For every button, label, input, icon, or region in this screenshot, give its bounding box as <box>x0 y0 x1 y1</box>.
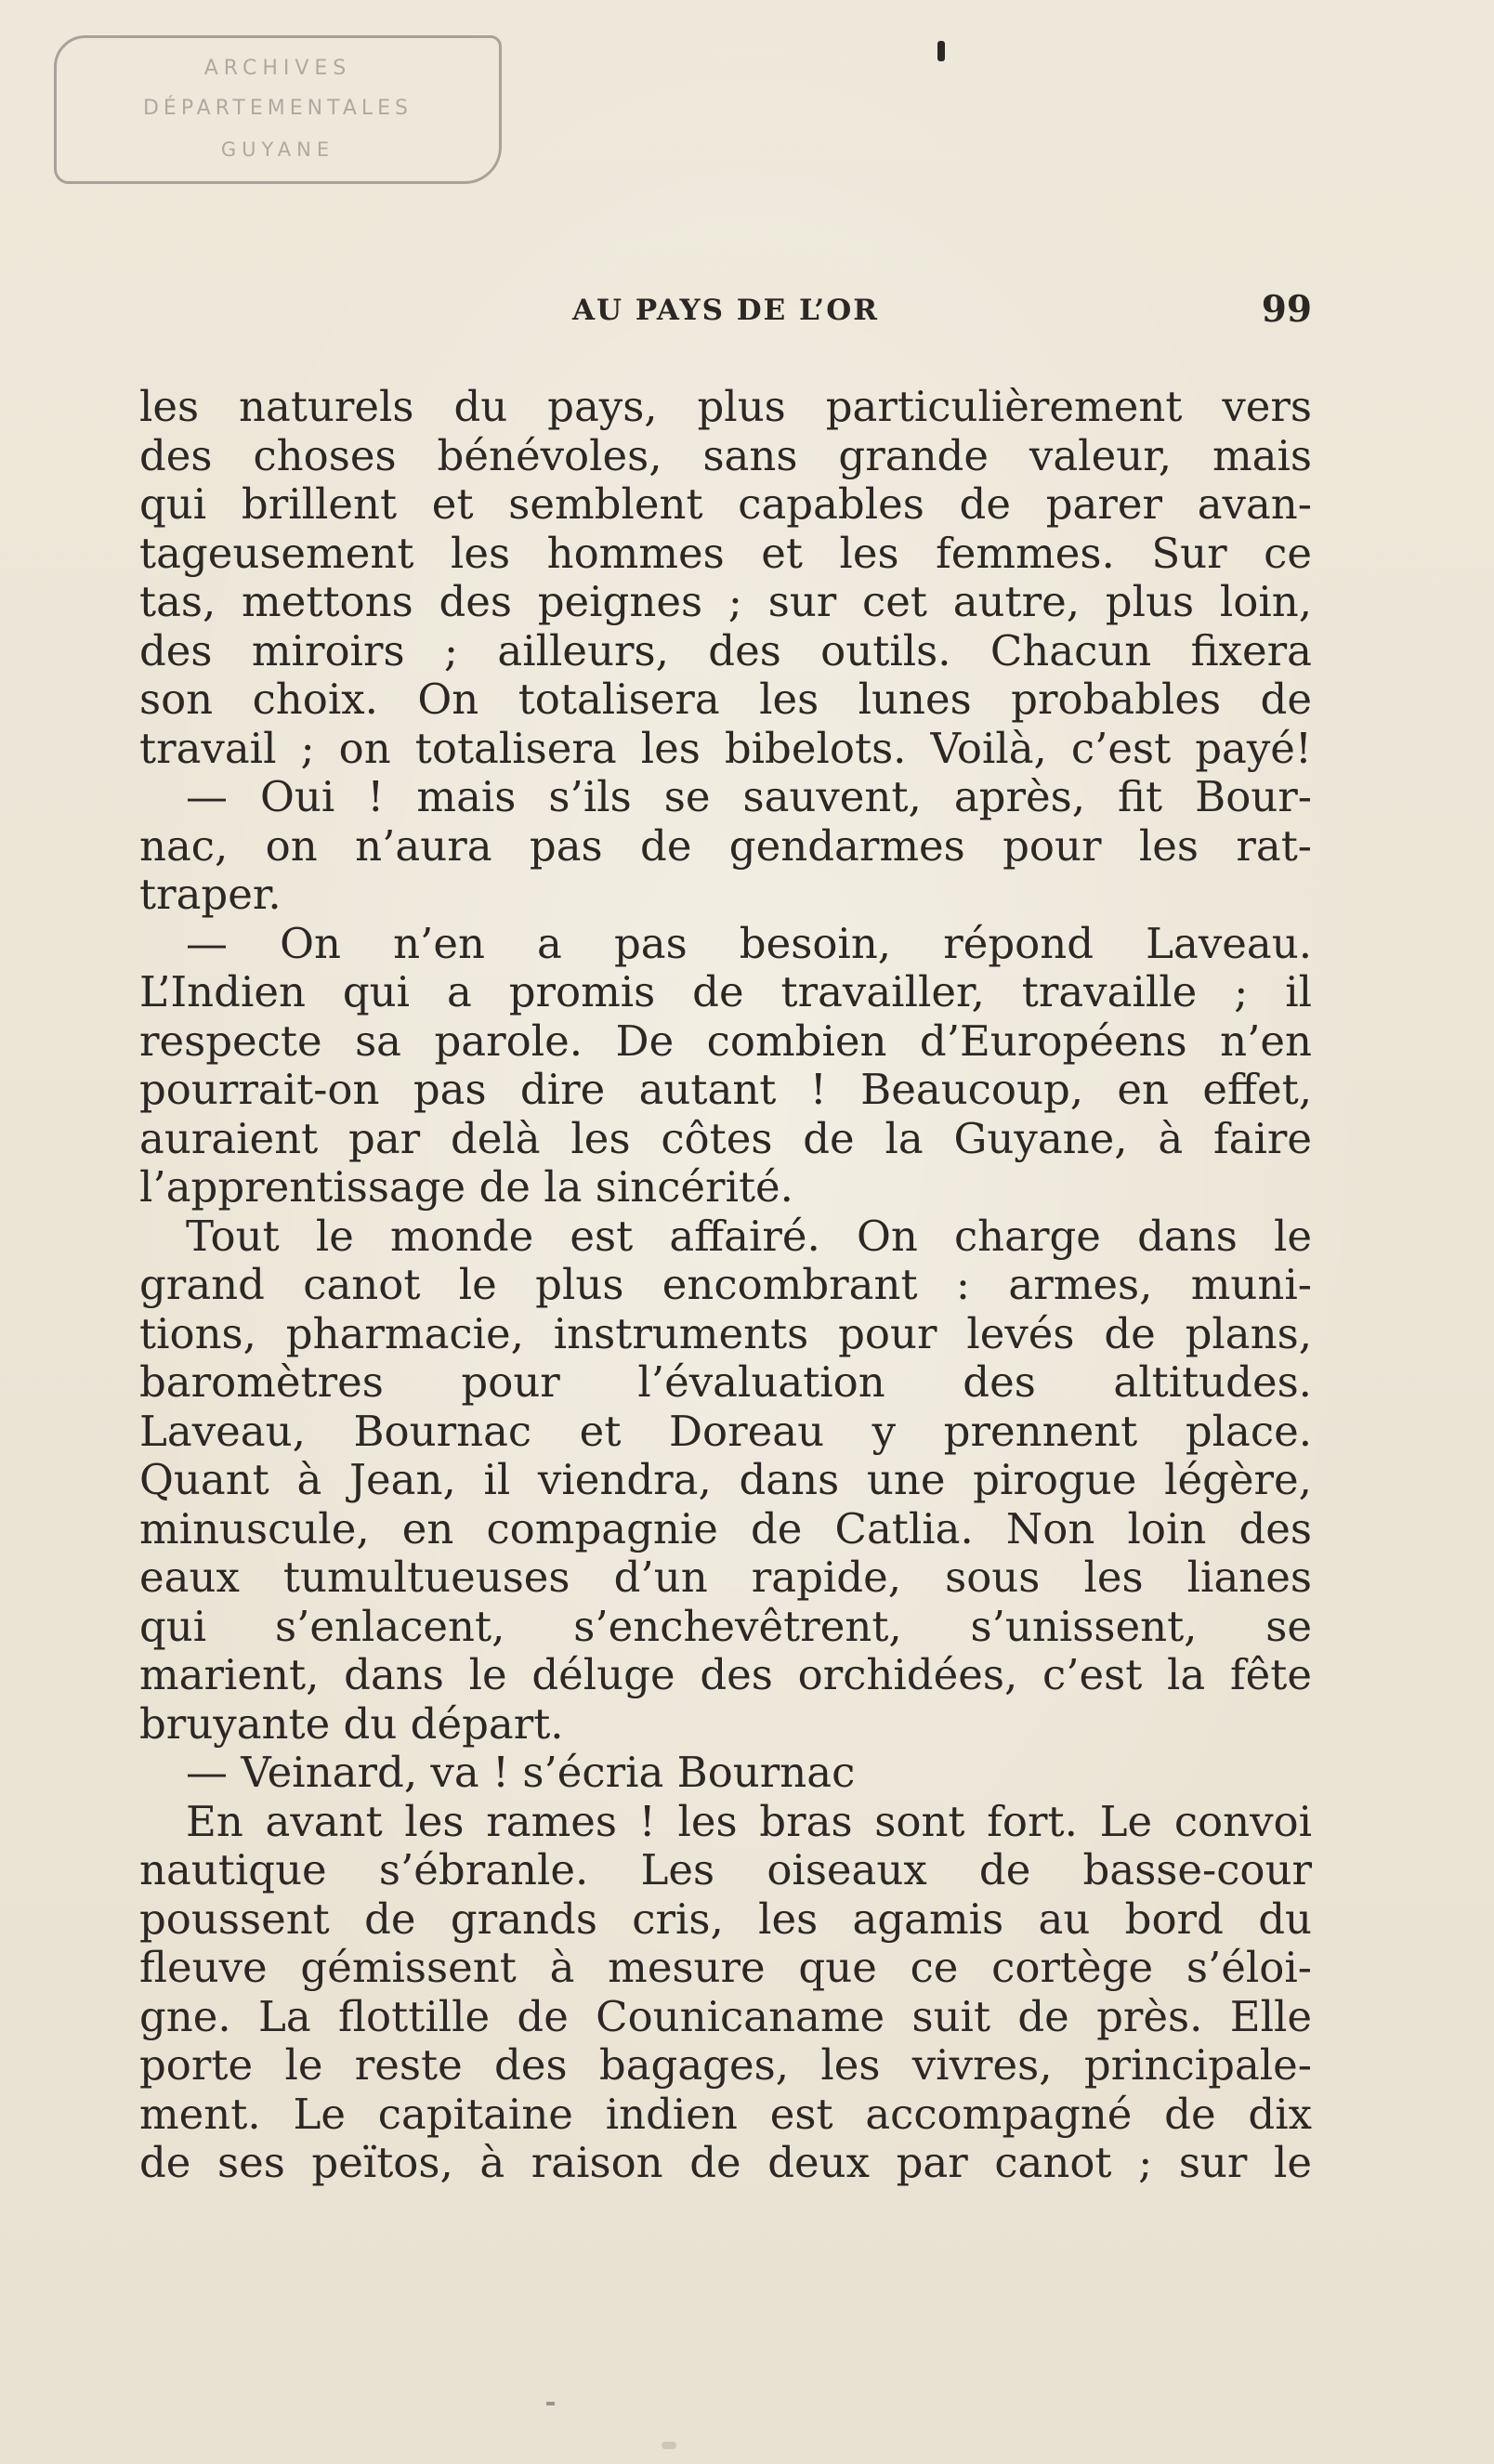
text-line: bruyante du départ. <box>139 1698 564 1749</box>
text-line: grand canot le plus encombrant : armes, muni- <box>139 1260 1312 1309</box>
text-line: L’Indien qui a promis de travailler, travaille ; il <box>139 967 1312 1016</box>
text-line: Tout le monde est affairé. On charge dans le <box>186 1211 1312 1261</box>
stamp-line-2: DÉPARTEMENTALES <box>142 97 413 120</box>
text-line: — Veinard, va ! s’écria Bournac <box>186 1748 856 1797</box>
text-line: qui brillent et semblent capables de parer avan- <box>139 479 1312 529</box>
text-line: gne. La flottille de Counicaname suit de près. Elle <box>139 1991 1312 2041</box>
text-line: respecte sa parole. De combien d’Européens n’en <box>139 1016 1312 1066</box>
text-line: porte le reste des bagages, les vivres, principale- <box>139 2040 1312 2090</box>
text-line: — On n’en a pas besoin, répond Laveau. <box>186 918 1312 968</box>
page-number: 99 <box>1261 288 1312 331</box>
page-speck <box>662 2442 676 2449</box>
body-text <box>139 383 1312 2188</box>
text-line: — Oui ! mais s’ils se sauvent, après, fit Bour- <box>186 772 1312 821</box>
archive-stamp <box>54 35 502 184</box>
stamp-line-3: GUYANE <box>220 138 335 161</box>
text-line: traper. <box>139 870 282 919</box>
text-line: qui s’enlacent, s’enchevêtrent, s’unissent, se <box>139 1601 1312 1651</box>
text-line: tions, pharmacie, instruments pour levés de plans, <box>139 1308 1312 1358</box>
text-line: En avant les rames ! les bras sont fort. Le convoi <box>186 1796 1312 1846</box>
text-line: auraient par delà les côtes de la Guyane, à faire <box>139 1113 1312 1163</box>
running-header <box>139 288 1312 336</box>
text-line: ment. Le capitaine indien est accompagné de dix <box>139 2089 1312 2139</box>
text-line: de ses peïtos, à raison de deux par canot ; sur le <box>139 2138 1312 2187</box>
text-line: fleuve gémissent à mesure que ce cortège s’éloi- <box>139 1943 1312 1992</box>
text-line: l’apprentissage de la sincérité. <box>139 1162 793 1212</box>
text-line: nautique s’ébranle. Les oiseaux de basse-cour <box>139 1845 1312 1894</box>
text-line: les naturels du pays, plus particulièrement vers <box>139 382 1312 431</box>
text-line: pourrait-on pas dire autant ! Beaucoup, en effet, <box>139 1065 1312 1114</box>
text-line: poussent de grands cris, les agamis au bord du <box>139 1894 1312 1944</box>
text-line: des choses bénévoles, sans grande valeur, mais <box>139 430 1312 480</box>
text-line: Laveau, Bournac et Doreau y prennent place. <box>139 1406 1312 1456</box>
page-speck <box>546 2402 555 2405</box>
text-line: eaux tumultueuses d’un rapide, sous les lianes <box>139 1553 1312 1602</box>
text-line: tas, mettons des peignes ; sur cet autre, plus loin, <box>139 577 1312 626</box>
text-line: des miroirs ; ailleurs, des outils. Chacun fixera <box>139 625 1312 675</box>
text-line: baromètres pour l’évaluation des altitudes. <box>139 1357 1312 1407</box>
text-line: nac, on n’aura pas de gendarmes pour les rat- <box>139 820 1312 871</box>
text-line: tageusement les hommes et les femmes. Sur ce <box>139 528 1312 578</box>
text-line: travail ; on totalisera les bibelots. Voilà, c’est payé! <box>139 723 1312 773</box>
text-line: son choix. On totalisera les lunes probables de <box>139 675 1312 724</box>
ink-mark <box>937 41 945 61</box>
text-line: minuscule, en compagnie de Catlia. Non loin des <box>139 1503 1312 1553</box>
text-line: Quant à Jean, il viendra, dans une pirogue légère, <box>139 1455 1312 1504</box>
stamp-line-1: ARCHIVES <box>203 57 352 80</box>
running-title: AU PAYS DE L’OR <box>572 294 879 327</box>
text-line: marient, dans le déluge des orchidées, c’est la fête <box>139 1650 1312 1699</box>
